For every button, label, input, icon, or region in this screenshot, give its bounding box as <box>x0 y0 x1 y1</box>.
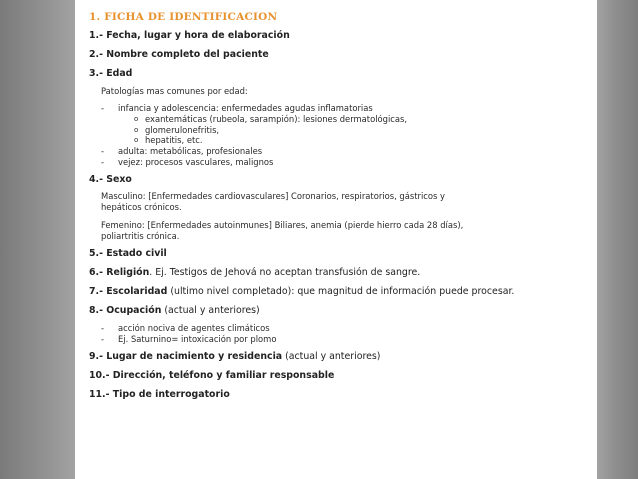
edad-vejez: vejez: procesos vasculares, malignos <box>118 156 274 167</box>
escolaridad-label: 7.- Escolaridad <box>89 285 168 297</box>
sexo-femenino-line: Femenino: [Enfermedades autoinmunes] Biliares, anemia (pierde hierro cada 28 días), <box>101 219 464 230</box>
ocupacion-list-item <box>89 323 589 334</box>
edad-sub-item <box>89 114 589 125</box>
dash-marker: - <box>101 333 105 344</box>
religion-detail: . Ej. Testigos de Jehová no aceptan transfusión de sangre. <box>149 266 421 278</box>
escolaridad-detail: (ultimo nivel completado): que magnitud de información puede procesar. <box>167 285 515 297</box>
dash-marker: - <box>101 156 105 167</box>
section-title: 1. FICHA DE IDENTIFICACION <box>89 11 278 23</box>
edad-list-item <box>89 146 589 157</box>
edad-sub-text: exantemáticas (rubeola, sarampión): lesiones dermatológicas, <box>145 114 408 124</box>
edad-adulta: adulta: metabólicas, profesionales <box>118 145 263 156</box>
edad-sub-item <box>89 125 589 136</box>
edad-sub-text: glomerulonefritis, <box>145 124 220 135</box>
left-margin-panel <box>0 0 75 479</box>
edad-list-item <box>89 103 589 114</box>
item-escolaridad <box>89 286 589 298</box>
item-ocupacion <box>89 305 589 317</box>
religion-label: 6.- Religión <box>89 266 150 278</box>
document-content <box>89 10 589 401</box>
bullet-marker: o <box>134 136 139 144</box>
ocupacion-label: 8.- Ocupación <box>89 304 162 316</box>
item-fecha: 1.- Fecha, lugar y hora de elaboración <box>89 30 290 41</box>
ocupacion-text: Ej. Saturnino= intoxicación por plomo <box>118 333 277 344</box>
edad-infancia: infancia y adolescencia: enfermedades agudas inflamatorias <box>118 103 373 113</box>
edad-intro: Patologías mas comunes por edad: <box>101 86 248 96</box>
item-sexo: 4.- Sexo <box>89 173 132 185</box>
item-edad: 3.- Edad <box>89 68 133 79</box>
ocupacion-text: acción nociva de agentes climáticos <box>118 322 270 333</box>
item-religion <box>89 267 589 279</box>
edad-sub-item <box>89 135 589 146</box>
sexo-masculino-line: hepáticos crónicos. <box>101 201 182 212</box>
item-lugar-nacimiento <box>89 351 589 363</box>
lugar-detail: (actual y anteriores) <box>282 350 381 362</box>
item-direccion: 10.- Dirección, teléfono y familiar responsable <box>89 369 335 381</box>
dash-marker: - <box>101 145 105 156</box>
dash-marker: - <box>101 322 105 333</box>
right-margin-panel <box>597 0 638 479</box>
sexo-masculino-line: Masculino: [Enfermedades cardiovasculares] Coronarios, respiratorios, gástricos y <box>101 190 445 201</box>
ocupacion-list-item <box>89 334 589 345</box>
sexo-femenino-line: poliartritis crónica. <box>101 230 180 241</box>
lugar-label: 9.- Lugar de nacimiento y residencia <box>89 350 283 362</box>
dash-marker: - <box>101 103 105 113</box>
edad-list-item <box>89 157 589 168</box>
bullet-marker: o <box>134 115 139 123</box>
item-estado-civil: 5.- Estado civil <box>89 247 167 259</box>
ocupacion-detail: (actual y anteriores) <box>161 304 260 316</box>
edad-sub-text: hepatitis, etc. <box>145 135 203 145</box>
item-nombre: 2.- Nombre completo del paciente <box>89 49 269 60</box>
document-page <box>75 0 597 479</box>
item-tipo-interrogatorio: 11.- Tipo de interrogatorio <box>89 388 230 400</box>
bullet-marker: o <box>134 125 139 134</box>
